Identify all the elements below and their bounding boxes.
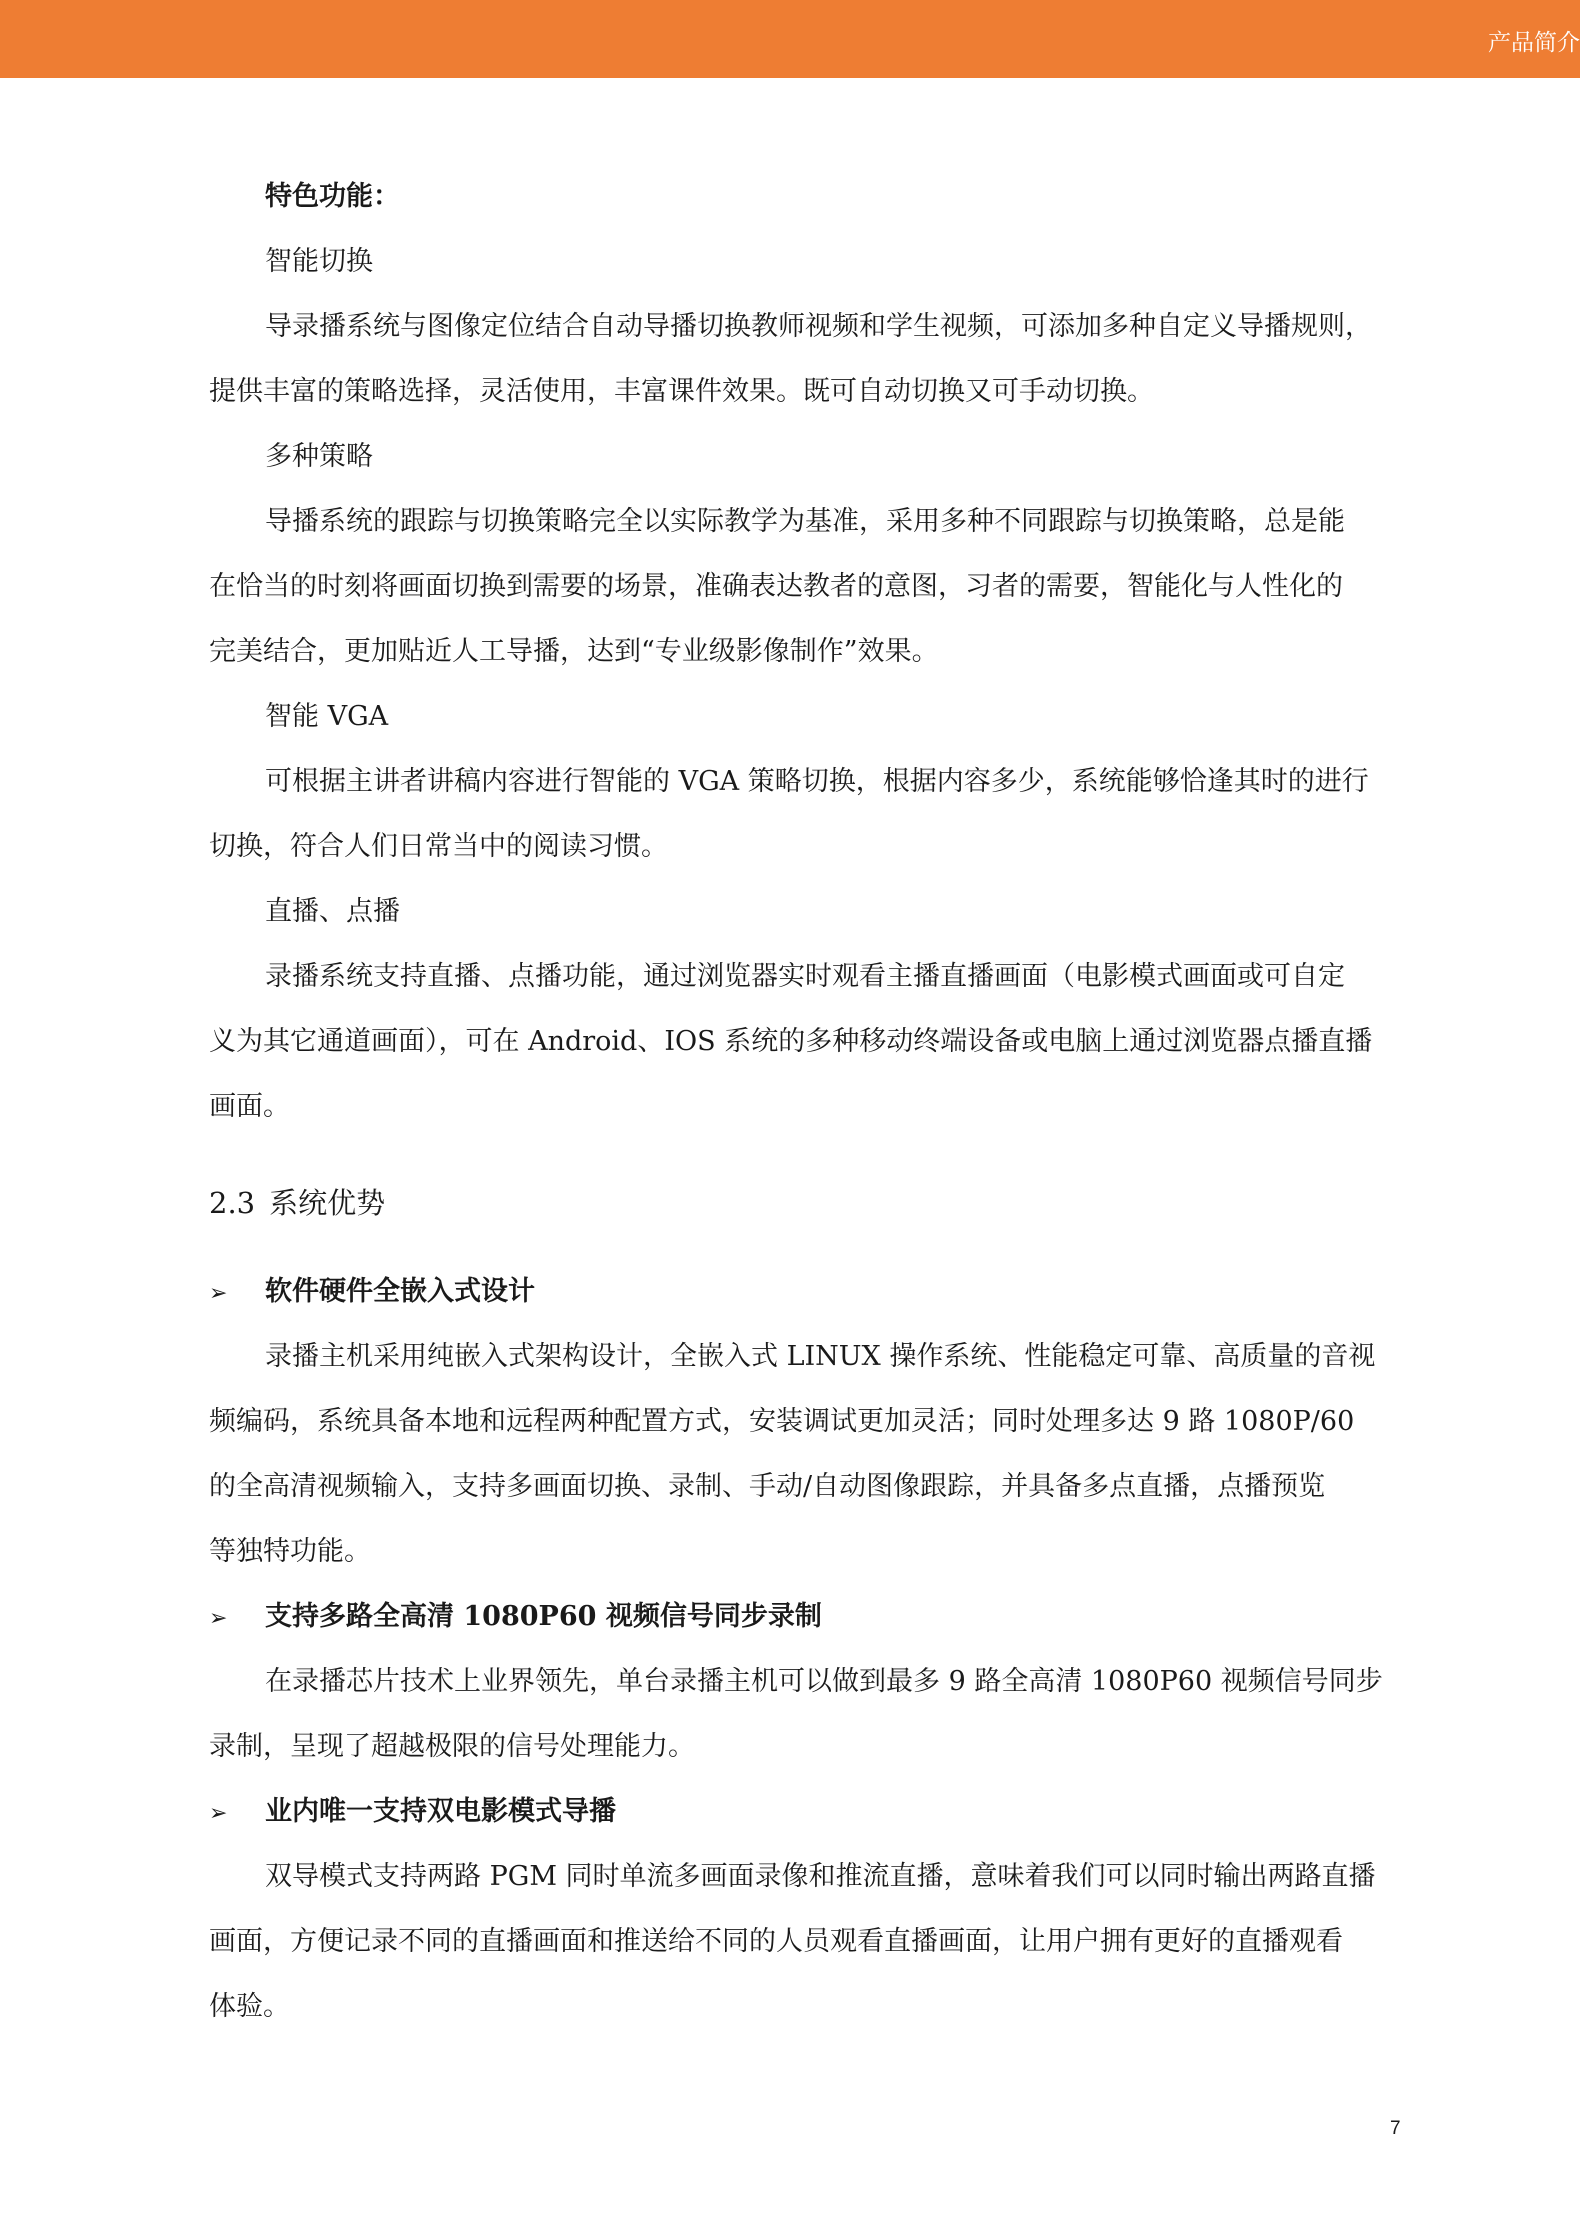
advantage-title-row [209,1584,1389,1649]
feature-title: 直播、点播 [265,896,400,927]
paragraph-line: 义为其它通道画面），可在 Android、IOS 系统的多种移动终端设备或电脑上通过浏览器点播直播 [209,1026,1373,1057]
arrow-bullet-icon: ➢ [209,1606,228,1631]
paragraph-line: 切换，符合人们日常当中的阅读习惯。 [209,831,668,862]
feature-title: 智能切换 [265,246,373,277]
arrow-bullet-icon: ➢ [209,1801,228,1826]
paragraph-line: 完美结合，更加贴近人工导播，达到“专业级影像制作”效果。 [209,636,939,667]
section-title: 系统优势 [269,1186,386,1220]
advantage-title: 软件硬件全嵌入式设计 [265,1276,535,1307]
paragraph-line: 提供丰富的策略选择，灵活使用，丰富课件效果。既可自动切换又可手动切换。 [209,376,1154,407]
paragraph-line: 导录播系统与图像定位结合自动导播切换教师视频和学生视频，可添加多种自定义导播规则， [265,311,1372,342]
header-bar [0,0,1580,78]
section-heading [209,1183,1389,1223]
arrow-bullet-icon: ➢ [209,1281,228,1306]
feature-title: 多种策略 [265,441,373,472]
paragraph-line: 导播系统的跟踪与切换策略完全以实际教学为基准，采用多种不同跟踪与切换策略，总是能 [265,506,1345,537]
paragraph-line: 录制，呈现了超越极限的信号处理能力。 [209,1731,695,1762]
header-title: 产品简介 [1488,30,1580,56]
paragraph-line: 的全高清视频输入，支持多画面切换、录制、手动/自动图像跟踪，并具备多点直播，点播预览 [209,1471,1326,1502]
section-number: 2.3 [209,1186,256,1220]
paragraph-line: 可根据主讲者讲稿内容进行智能的 VGA 策略切换，根据内容多少，系统能够恰逢其时的进行 [265,766,1369,797]
paragraph-line: 频编码，系统具备本地和远程两种配置方式，安装调试更加灵活；同时处理多达 9 路 1080P/60 [209,1406,1355,1437]
paragraph-line: 录播主机采用纯嵌入式架构设计，全嵌入式 LINUX 操作系统、性能稳定可靠、高质量的音视 [265,1341,1376,1372]
advantage-title: 业内唯一支持双电影模式导播 [265,1796,616,1827]
features-heading: 特色功能： [265,181,400,212]
paragraph-line: 体验。 [209,1991,290,2022]
advantage-title: 支持多路全高清 1080P60 视频信号同步录制 [265,1601,822,1632]
paragraph-line: 录播系统支持直播、点播功能，通过浏览器实时观看主播直播画面（电影模式画面或可自定 [265,961,1345,992]
page-number: 7 [1390,2118,1401,2139]
paragraph-line: 在恰当的时刻将画面切换到需要的场景，准确表达教者的意图，习者的需要，智能化与人性化的 [209,571,1343,602]
paragraph-line: 画面。 [209,1091,290,1122]
page-content [209,164,1389,2039]
paragraph-line: 在录播芯片技术上业界领先，单台录播主机可以做到最多 9 路全高清 1080P60 视频信号同步 [265,1666,1383,1697]
advantage-title-row [209,1779,1389,1844]
advantage-title-row [209,1259,1389,1324]
paragraph-line: 画面，方便记录不同的直播画面和推送给不同的人员观看直播画面，让用户拥有更好的直播观看 [209,1926,1343,1957]
paragraph-line: 等独特功能。 [209,1536,371,1567]
paragraph-line: 双导模式支持两路 PGM 同时单流多画面录像和推流直播，意味着我们可以同时输出两路直播 [265,1861,1376,1892]
feature-title: 智能 VGA [265,701,389,732]
